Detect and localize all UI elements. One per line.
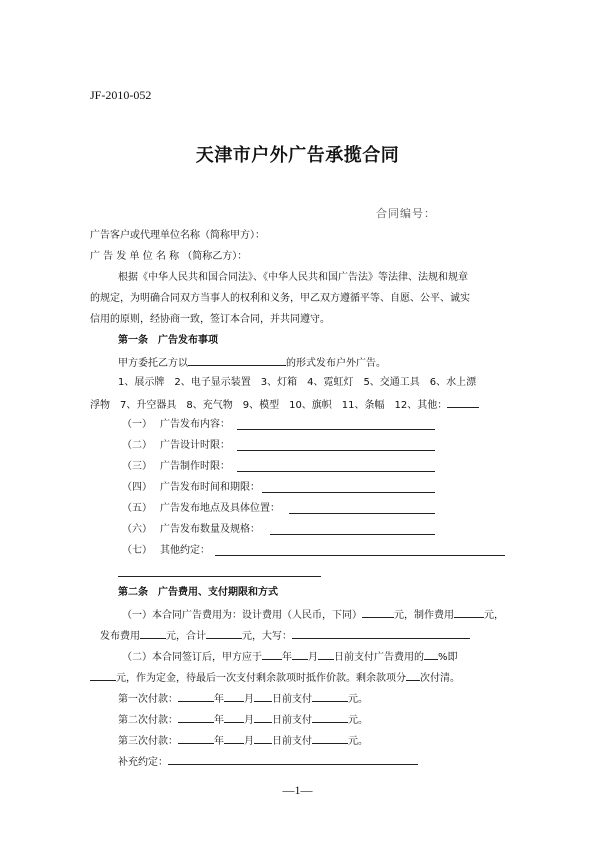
item-7-blank[interactable] <box>215 555 505 556</box>
payment-amount-blank[interactable] <box>312 733 348 744</box>
deposit-text: 次付清。 <box>420 673 460 684</box>
payment-day-blank[interactable] <box>254 691 272 702</box>
item-number: （二） <box>122 440 152 451</box>
media-list-line-1: 1、展示牌 2、电子显示装置 3、灯箱 4、霓虹灯 5、交通工具 6、水上漂 <box>118 377 477 388</box>
intro-line-1: 根据《中华人民共和国合同法》、《中华人民共和国广告法》等法律、法规和规章 <box>118 272 468 283</box>
deposit-text: 元，作为定金，待最后一次支付剩余款项时抵作价款。剩余款项分 <box>116 673 406 684</box>
deposit-day-blank[interactable] <box>318 649 334 660</box>
payment-2 <box>118 712 368 728</box>
fee-text: 元，大写： <box>242 631 292 642</box>
form-text-b: 的形式发布户外广告。 <box>286 358 386 369</box>
payment-label: 第二次付款： <box>118 715 178 726</box>
item-6-blank[interactable] <box>270 534 435 535</box>
total-blank[interactable] <box>206 628 242 639</box>
payment-month-blank[interactable] <box>224 733 244 744</box>
form-blank[interactable] <box>188 355 286 366</box>
item-number: （六） <box>122 524 152 535</box>
party-a-line: 广告客户或代理单位名称（简称甲方）： <box>90 230 265 241</box>
item-label: 广告发布数量及规格： <box>160 524 260 535</box>
item-number: （五） <box>122 503 152 514</box>
other-media-blank[interactable] <box>447 397 479 408</box>
item-7 <box>122 544 210 558</box>
item-number: （七） <box>122 545 152 556</box>
item-4 <box>122 481 260 495</box>
deposit-text: 年 <box>282 652 292 663</box>
deposit-month-blank[interactable] <box>292 649 308 660</box>
payment-day-blank[interactable] <box>254 733 272 744</box>
deposit-text: 日前支付广告费用的 <box>334 652 424 663</box>
item-3 <box>122 460 230 474</box>
item-5 <box>122 502 280 516</box>
payment-text: 元。 <box>348 694 368 705</box>
fee-text: 元，制作费用 <box>394 610 454 621</box>
item-number: （四） <box>122 482 152 493</box>
payment-amount-blank[interactable] <box>312 712 348 723</box>
intro-line-3: 信用的原则，经协商一致，签订本合同，并共同遵守。 <box>90 314 330 325</box>
media-list-text: 浮物 7、升空器具 8、充气物 9、模型 10、旗帜 11、条幅 12、其他： <box>90 400 448 411</box>
item-2-blank[interactable] <box>237 450 435 451</box>
payment-text: 日前支付 <box>272 715 312 726</box>
supplement-blank[interactable] <box>168 754 418 765</box>
form-code: JF-2010-052 <box>90 88 152 102</box>
installments-blank[interactable] <box>406 670 420 681</box>
payment-day-blank[interactable] <box>254 712 272 723</box>
article-1-title: 第一条 广告发布事项 <box>118 335 218 346</box>
item-3-blank[interactable] <box>237 471 435 472</box>
amount-in-words-blank[interactable] <box>292 628 470 639</box>
item-label: 广告发布时间和期限： <box>160 482 260 493</box>
payment-text: 元。 <box>348 715 368 726</box>
payment-text: 日前支付 <box>272 736 312 747</box>
item-label: 广告制作时限： <box>160 461 230 472</box>
fee-text: 元，合计 <box>166 631 206 642</box>
form-text-a: 甲方委托乙方以 <box>118 358 188 369</box>
deposit-text: 月 <box>308 652 318 663</box>
payment-text: 年 <box>214 694 224 705</box>
payment-text: 元。 <box>348 736 368 747</box>
item-4-blank[interactable] <box>262 492 435 493</box>
deposit-line-1 <box>122 649 458 665</box>
payment-text: 月 <box>244 736 254 747</box>
item-label: 广告设计时限： <box>160 440 230 451</box>
fee-text: 发布费用 <box>100 631 140 642</box>
item-1 <box>122 418 230 432</box>
payment-month-blank[interactable] <box>224 691 244 702</box>
production-fee-blank[interactable] <box>454 607 484 618</box>
supplement-line <box>118 754 418 770</box>
fee-line-1 <box>122 607 504 623</box>
design-fee-blank[interactable] <box>362 607 394 618</box>
fee-text: （一）本合同广告费用为：设计费用（人民币，下同） <box>122 610 362 621</box>
item-1-blank[interactable] <box>237 429 435 430</box>
payment-label: 第三次付款： <box>118 736 178 747</box>
item-label: 广告发布地点及具体位置： <box>160 503 280 514</box>
publish-fee-blank[interactable] <box>140 628 166 639</box>
item-5-blank[interactable] <box>289 513 435 514</box>
payment-month-blank[interactable] <box>224 712 244 723</box>
payment-text: 日前支付 <box>272 694 312 705</box>
payment-year-blank[interactable] <box>178 712 214 723</box>
item-number: （一） <box>122 419 152 430</box>
item-label: 其他约定： <box>160 545 210 556</box>
contract-number-label: 合同编号： <box>376 207 436 220</box>
page-number: —1— <box>282 783 313 797</box>
deposit-line-2 <box>90 670 460 686</box>
deposit-text: %即 <box>438 652 458 663</box>
item-number: （三） <box>122 461 152 472</box>
deposit-percent-blank[interactable] <box>424 649 438 660</box>
payment-amount-blank[interactable] <box>312 691 348 702</box>
payment-text: 月 <box>244 715 254 726</box>
item-6 <box>122 523 260 537</box>
payment-year-blank[interactable] <box>178 691 214 702</box>
item-7-blank-continued[interactable] <box>118 576 321 577</box>
media-list-line-2 <box>90 397 479 413</box>
payment-text: 年 <box>214 736 224 747</box>
deposit-text: （二）本合同签订后，甲方应于 <box>122 652 262 663</box>
payment-year-blank[interactable] <box>178 733 214 744</box>
deposit-year-blank[interactable] <box>262 649 282 660</box>
item-2 <box>122 439 230 453</box>
fee-text: 元， <box>484 610 504 621</box>
payment-3 <box>118 733 368 749</box>
deposit-amount-blank[interactable] <box>90 670 116 681</box>
item-label: 广告发布内容： <box>160 419 230 430</box>
intro-line-2: 的规定，为明确合同双方当事人的权利和义务，甲乙双方遵循平等、自愿、公平、诚实 <box>90 293 470 304</box>
payment-label: 第一次付款： <box>118 694 178 705</box>
article-2-title: 第二条 广告费用、支付期限和方式 <box>118 587 278 598</box>
supplement-label: 补充约定： <box>118 757 168 768</box>
fee-line-2 <box>100 628 470 644</box>
payment-text: 年 <box>214 715 224 726</box>
article-1-form-line <box>118 355 386 371</box>
payment-1 <box>118 691 368 707</box>
party-b-line: 广 告 发 单 位 名 称 （简称乙方）： <box>90 251 248 262</box>
payment-text: 月 <box>244 694 254 705</box>
document-title: 天津市户外广告承揽合同 <box>195 145 400 166</box>
